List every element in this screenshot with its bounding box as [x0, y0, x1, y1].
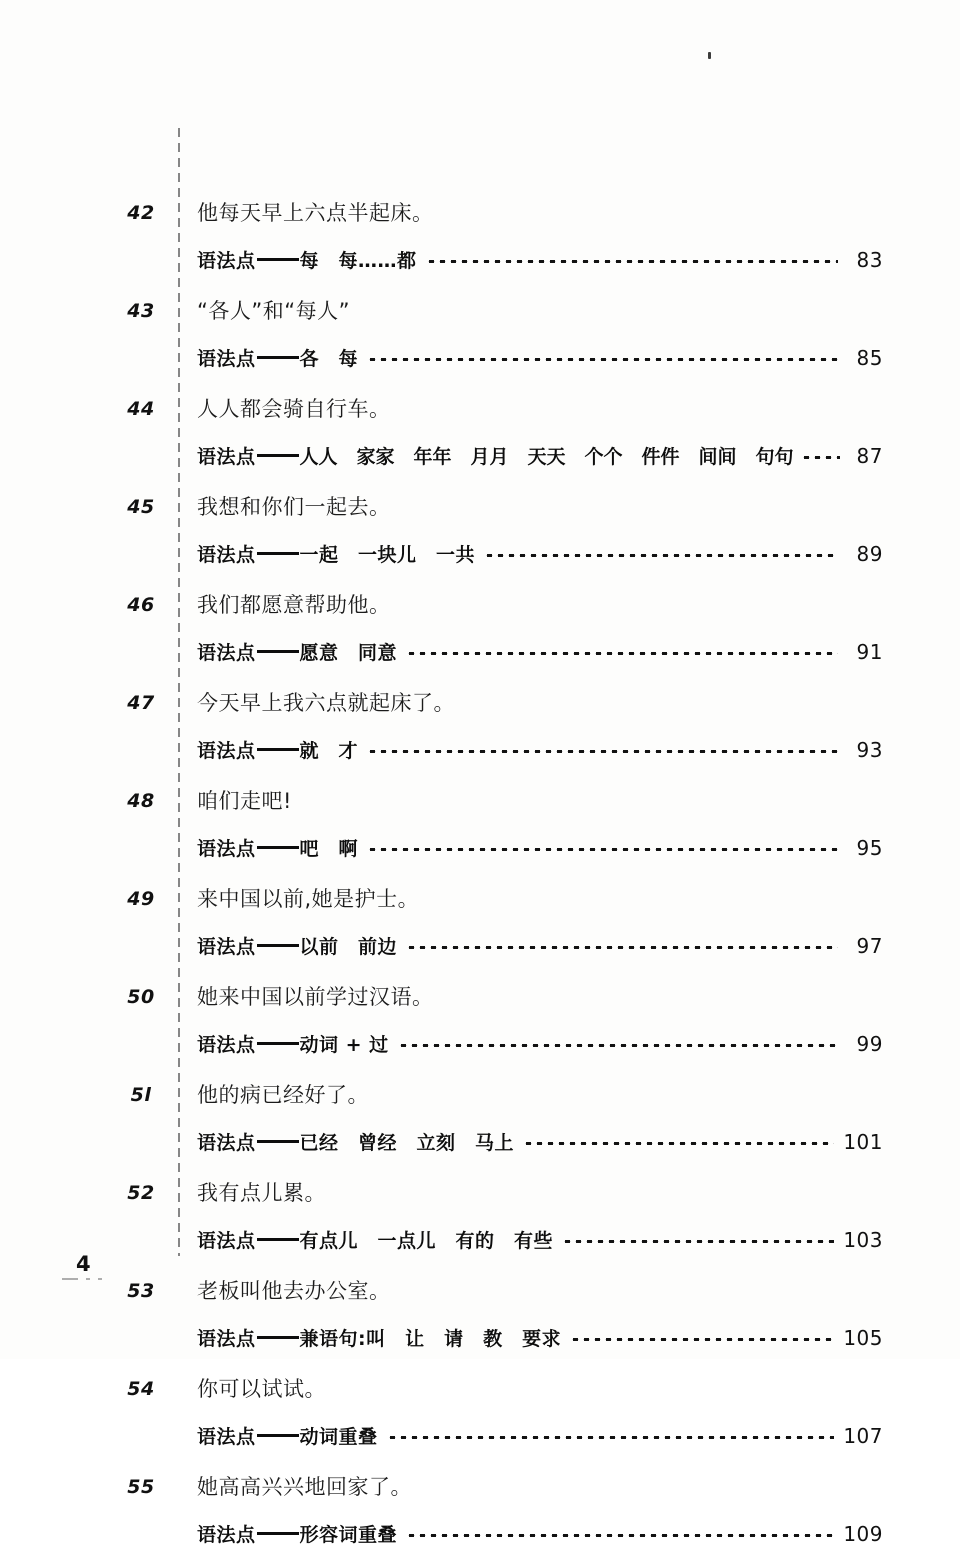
grammar-point-label: 语法点 — [197, 1328, 256, 1350]
toc-entry — [0, 1078, 960, 1176]
example-sentence: 你可以试试。 — [197, 1377, 326, 1401]
grammar-point-row[interactable] — [0, 1416, 960, 1470]
entry-number: 47 — [127, 692, 155, 714]
grammar-point-row[interactable] — [0, 632, 960, 686]
grammar-point-terms: 愿意 同意 — [299, 642, 398, 664]
grammar-point-terms: 形容词重叠 — [299, 1524, 398, 1546]
grammar-point-line — [197, 638, 883, 665]
page-number[interactable]: 107 — [843, 1424, 883, 1448]
em-dash-rule — [257, 1042, 299, 1045]
entry-number: 43 — [127, 300, 155, 322]
grammar-point-terms: 就 才 — [299, 740, 359, 762]
grammar-point-row[interactable] — [0, 828, 960, 882]
page-number[interactable]: 101 — [843, 1130, 883, 1154]
grammar-point-line — [197, 932, 883, 959]
dot-leader — [406, 1522, 834, 1541]
example-sentence: 我有点儿累。 — [197, 1181, 326, 1205]
example-sentence: 今天早上我六点就起床了。 — [197, 691, 455, 715]
toc-entry-head — [0, 490, 960, 534]
grammar-point-line — [197, 540, 883, 567]
example-sentence: 她来中国以前学过汉语。 — [197, 985, 434, 1009]
page-number[interactable]: 89 — [856, 542, 883, 566]
em-dash-rule — [257, 454, 299, 457]
page-folio: 4 — [76, 1252, 91, 1276]
dot-leader — [562, 1228, 834, 1247]
toc-entry — [0, 1470, 960, 1568]
grammar-point-line — [197, 1226, 883, 1253]
dot-leader — [387, 1424, 835, 1443]
entry-number: 49 — [127, 888, 155, 910]
toc-entry-head — [0, 588, 960, 632]
example-sentence: 他的病已经好了。 — [197, 1083, 369, 1107]
toc-entry-head — [0, 196, 960, 240]
toc-entry-head — [0, 1372, 960, 1416]
scan-speck-top — [708, 52, 711, 59]
grammar-point-line — [197, 442, 883, 469]
grammar-point-label: 语法点 — [197, 1524, 256, 1546]
toc-entry-head — [0, 1176, 960, 1220]
page-number[interactable]: 105 — [843, 1326, 883, 1350]
entry-number: 45 — [127, 496, 155, 518]
dot-leader — [426, 248, 838, 267]
entry-number: 50 — [127, 986, 155, 1008]
grammar-point-terms: 已经 曾经 立刻 马上 — [299, 1132, 515, 1154]
grammar-point-row[interactable] — [0, 436, 960, 490]
dot-leader — [367, 836, 838, 855]
page-number[interactable]: 99 — [856, 1032, 883, 1056]
dot-leader — [398, 1032, 838, 1051]
page-number[interactable]: 93 — [856, 738, 883, 762]
toc-entry-head — [0, 686, 960, 730]
toc-entry-head — [0, 294, 960, 338]
grammar-point-label: 语法点 — [197, 642, 256, 664]
grammar-point-row[interactable] — [0, 534, 960, 588]
grammar-point-label: 语法点 — [197, 1230, 256, 1252]
toc-entry — [0, 392, 960, 490]
table-of-contents — [0, 196, 960, 1568]
example-sentence: 她高高兴兴地回家了。 — [197, 1475, 412, 1499]
page-number[interactable]: 95 — [856, 836, 883, 860]
grammar-point-terms: 以前 前边 — [299, 936, 398, 958]
toc-entry — [0, 1176, 960, 1274]
grammar-point-label: 语法点 — [197, 250, 256, 272]
toc-entry-head — [0, 1274, 960, 1318]
dot-leader — [406, 640, 838, 659]
grammar-point-row[interactable] — [0, 240, 960, 294]
toc-entry — [0, 490, 960, 588]
grammar-point-terms: 吧 啊 — [299, 838, 359, 860]
page-number[interactable]: 85 — [856, 346, 883, 370]
toc-entry-head — [0, 1470, 960, 1514]
grammar-point-line — [197, 1422, 883, 1449]
grammar-point-label: 语法点 — [197, 1132, 256, 1154]
dot-leader — [406, 934, 838, 953]
entry-number: 42 — [127, 202, 155, 224]
grammar-point-terms: 兼语句:叫 让 请 教 要求 — [299, 1328, 562, 1350]
grammar-point-row[interactable] — [0, 730, 960, 784]
toc-entry — [0, 196, 960, 294]
entry-number: 54 — [127, 1378, 155, 1400]
dot-leader — [367, 738, 838, 757]
toc-entry-head — [0, 980, 960, 1024]
page-number[interactable]: 97 — [856, 934, 883, 958]
em-dash-rule — [257, 650, 299, 653]
em-dash-rule — [257, 258, 299, 261]
grammar-point-line — [197, 344, 883, 371]
grammar-point-row[interactable] — [0, 926, 960, 980]
toc-entry — [0, 588, 960, 686]
em-dash-rule — [257, 1532, 299, 1535]
example-sentence: “各人”和“每人” — [197, 299, 351, 323]
toc-entry — [0, 980, 960, 1078]
grammar-point-line — [197, 1030, 883, 1057]
page-number[interactable]: 109 — [843, 1522, 883, 1546]
entry-number: 53 — [127, 1280, 155, 1302]
grammar-point-label: 语法点 — [197, 1034, 256, 1056]
toc-entry-head — [0, 784, 960, 828]
em-dash-rule — [257, 356, 299, 359]
example-sentence: 他每天早上六点半起床。 — [197, 201, 434, 225]
grammar-point-label: 语法点 — [197, 1426, 256, 1448]
example-sentence: 我们都愿意帮助他。 — [197, 593, 391, 617]
grammar-point-terms: 动词 + 过 — [299, 1034, 389, 1056]
example-sentence: 人人都会骑自行车。 — [197, 397, 391, 421]
em-dash-rule — [257, 1140, 299, 1143]
grammar-point-line — [197, 1324, 883, 1351]
toc-entry — [0, 784, 960, 882]
page-number[interactable]: 103 — [843, 1228, 883, 1252]
grammar-point-row[interactable] — [0, 1122, 960, 1176]
entry-number: 46 — [127, 594, 155, 616]
toc-entry-head — [0, 392, 960, 436]
em-dash-rule — [257, 1434, 299, 1437]
grammar-point-label: 语法点 — [197, 544, 256, 566]
dot-leader — [484, 542, 838, 561]
em-dash-rule — [257, 1336, 299, 1339]
grammar-point-row[interactable] — [0, 1318, 960, 1372]
example-sentence: 老板叫他去办公室。 — [197, 1279, 391, 1303]
em-dash-rule — [257, 748, 299, 751]
grammar-point-label: 语法点 — [197, 838, 256, 860]
grammar-point-row[interactable] — [0, 1514, 960, 1568]
grammar-point-line — [197, 1520, 883, 1547]
dot-leader — [570, 1326, 834, 1345]
grammar-point-label: 语法点 — [197, 348, 256, 370]
entry-number: 48 — [127, 790, 155, 812]
dot-leader — [523, 1130, 834, 1149]
toc-entry — [0, 882, 960, 980]
page-number[interactable]: 91 — [856, 640, 883, 664]
page-number[interactable]: 83 — [856, 248, 883, 272]
dot-leader — [367, 346, 838, 365]
entry-number: 52 — [127, 1182, 155, 1204]
em-dash-rule — [257, 552, 299, 555]
toc-entry — [0, 686, 960, 784]
grammar-point-line — [197, 246, 883, 273]
grammar-point-terms: 有点儿 一点儿 有的 有些 — [299, 1230, 554, 1252]
entry-number: 55 — [127, 1476, 155, 1498]
grammar-point-terms: 一起 一块儿 一共 — [299, 544, 476, 566]
example-sentence: 我想和你们一起去。 — [197, 495, 391, 519]
grammar-point-terms: 人人 家家 年年 月月 天天 个个 件件 间间 句句 — [299, 446, 794, 468]
example-sentence: 咱们走吧! — [197, 789, 292, 813]
grammar-point-line — [197, 1128, 883, 1155]
grammar-point-row[interactable] — [0, 338, 960, 392]
grammar-point-row[interactable] — [0, 1220, 960, 1274]
em-dash-rule — [257, 846, 299, 849]
grammar-point-terms: 动词重叠 — [299, 1426, 378, 1448]
grammar-point-label: 语法点 — [197, 446, 256, 468]
entry-number: 44 — [127, 398, 155, 420]
page-number[interactable]: 87 — [856, 444, 883, 468]
grammar-point-line — [197, 834, 883, 861]
entry-number: 5l — [130, 1084, 152, 1106]
grammar-point-terms: 各 每 — [299, 348, 359, 370]
toc-entry-head — [0, 1078, 960, 1122]
grammar-point-label: 语法点 — [197, 936, 256, 958]
toc-entry — [0, 1274, 960, 1372]
example-sentence: 来中国以前,她是护士。 — [197, 887, 420, 911]
toc-entry-head — [0, 882, 960, 926]
toc-entry — [0, 294, 960, 392]
grammar-point-line — [197, 736, 883, 763]
em-dash-rule — [257, 1238, 299, 1241]
em-dash-rule — [257, 944, 299, 947]
grammar-point-terms: 每 每……都 — [299, 250, 417, 272]
toc-entry — [0, 1372, 960, 1470]
dot-leader — [801, 444, 840, 463]
grammar-point-row[interactable] — [0, 1024, 960, 1078]
grammar-point-label: 语法点 — [197, 740, 256, 762]
